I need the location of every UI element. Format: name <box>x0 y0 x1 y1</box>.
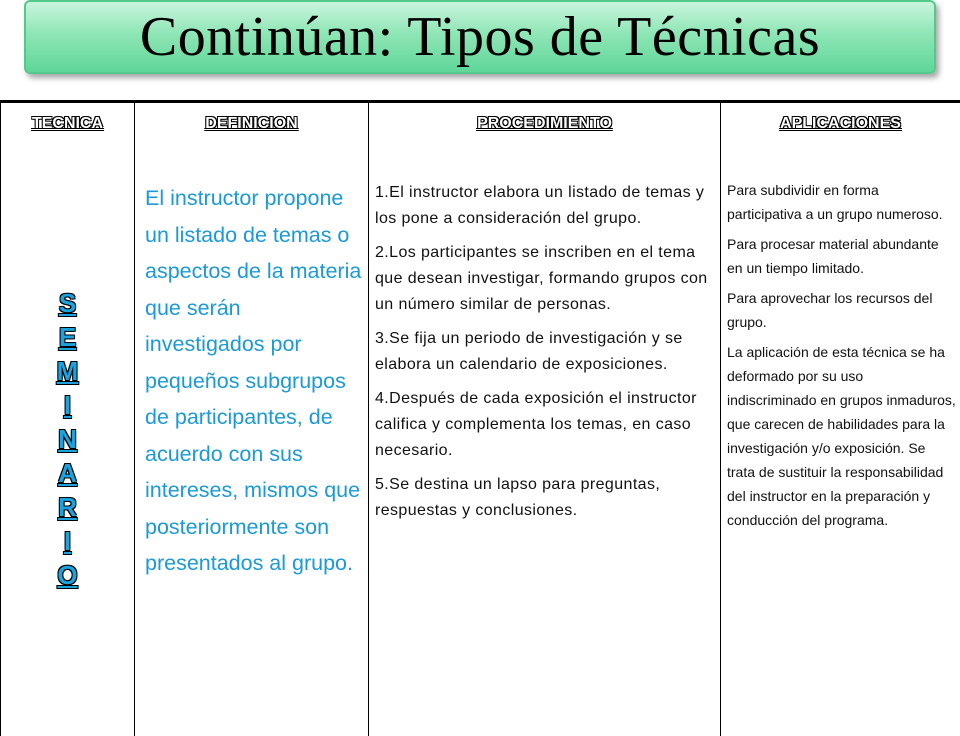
procedure-step: 4.Después de cada exposición el instructor califica y complementa los temas, en caso necesario. <box>375 386 716 464</box>
header-tecnica: TECNICA <box>1 103 135 174</box>
header-aplicaciones: APLICACIONES <box>721 103 960 174</box>
table-header-row <box>1 103 960 174</box>
procedure-step: 3.Se fija un periodo de investigación y se elabora un calendario de exposiciones. <box>375 326 716 378</box>
technique-cell <box>1 174 135 736</box>
technique-letter: M <box>2 354 133 388</box>
applications-cell <box>721 174 960 736</box>
procedure-step: 2.Los participantes se inscriben en el tema que desean investigar, formando grupos con un número similar de personas. <box>375 240 716 318</box>
title-banner <box>24 0 936 74</box>
techniques-table <box>0 100 960 736</box>
technique-letter: O <box>2 558 133 592</box>
procedure-step: 5.Se destina un lapso para preguntas, respuestas y conclusiones. <box>375 472 716 524</box>
application-item: Para procesar material abundante en un tiempo limitado. <box>727 232 956 280</box>
header-definicion: DEFINICION <box>135 103 369 174</box>
technique-letter: A <box>2 456 133 490</box>
header-procedimiento: PROCEDIMIENTO <box>369 103 721 174</box>
definition-cell: El instructor propone un listado de temas o aspectos de la materia que serán investigados por pequeños subgrupos de participantes, de acuerdo con sus intereses, mismos que posteriormente son presentados al grupo. <box>135 174 369 736</box>
technique-letter: E <box>2 320 133 354</box>
technique-letter: I <box>2 524 133 558</box>
technique-letter: N <box>2 422 133 456</box>
procedure-step: 1.El instructor elabora un listado de temas y los pone a consideración del grupo. <box>375 180 716 232</box>
technique-letter: I <box>2 388 133 422</box>
application-item: Para aprovechar los recursos del grupo. <box>727 286 956 334</box>
application-item: Para subdividir en forma participativa a un grupo numeroso. <box>727 178 956 226</box>
procedure-cell <box>369 174 721 736</box>
application-item: La aplicación de esta técnica se ha deformado por su uso indiscriminado en grupos inmaduros, que carecen de habilidades para la investigación y/o exposición. Se trata de sustituir la responsabilidad del instructor en la preparación y conducción del programa. <box>727 340 956 532</box>
table-row <box>1 174 960 736</box>
technique-letter: S <box>2 286 133 320</box>
technique-letter: R <box>2 490 133 524</box>
slide-title: Continúan: Tipos de Técnicas <box>140 9 820 65</box>
